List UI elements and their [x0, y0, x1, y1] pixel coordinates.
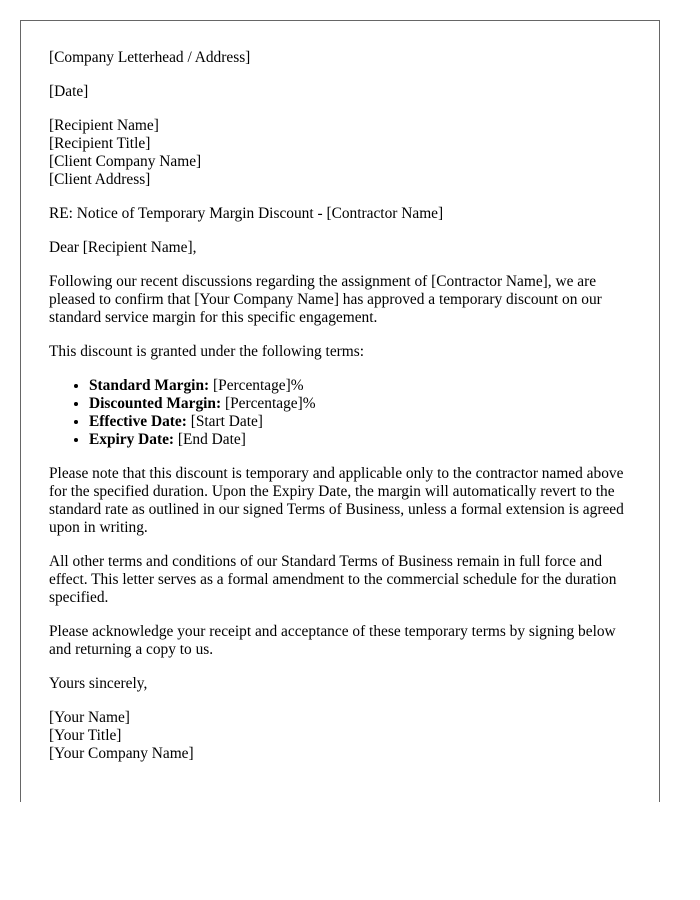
term-label: Standard Margin: [89, 377, 210, 394]
term-item-standard-margin [89, 377, 639, 395]
recipient-block [49, 117, 639, 189]
closing: Yours sincerely, [49, 675, 148, 692]
term-label: Expiry Date: [89, 431, 175, 448]
term-value: [End Date] [174, 431, 246, 448]
letterhead: [Company Letterhead / Address] [49, 49, 251, 66]
term-value: [Percentage]% [209, 377, 304, 394]
signature-name: [Your Name] [49, 709, 130, 726]
term-value: [Start Date] [186, 413, 263, 430]
paragraph-terms-amendment: All other terms and conditions of our Standard Terms of Business remain in full force and effect. This letter serves as a formal amendment to the commercial schedule for the duration specified. [49, 553, 617, 606]
signature-title: [Your Title] [49, 727, 122, 744]
terms-list [49, 377, 639, 449]
terms-intro: This discount is granted under the following terms: [49, 343, 365, 360]
paragraph-intro: Following our recent discussions regarding the assignment of [Contractor Name], we are pleased to confirm that [Your Company Name] has approved a temporary discount on our standard service margin for this specific engagement. [49, 273, 602, 326]
term-item-discounted-margin [89, 395, 639, 413]
term-label: Effective Date: [89, 413, 187, 430]
letter-page [20, 20, 660, 802]
recipient-address: [Client Address] [49, 171, 151, 188]
signature-company: [Your Company Name] [49, 745, 194, 762]
recipient-name: [Recipient Name] [49, 117, 159, 134]
paragraph-expiry-note: Please note that this discount is temporary and applicable only to the contractor named above for the specified duration. Upon the Expiry Date, the margin will automatically revert to the standard rate as outlined in our signed Terms of Business, unless a formal extension is agreed upon in writing. [49, 465, 624, 536]
term-label: Discounted Margin: [89, 395, 222, 412]
term-item-expiry-date [89, 431, 639, 449]
letter-body [49, 49, 639, 763]
recipient-company: [Client Company Name] [49, 153, 202, 170]
term-value: [Percentage]% [221, 395, 316, 412]
signature-block [49, 709, 639, 763]
term-item-effective-date [89, 413, 639, 431]
subject-line: RE: Notice of Temporary Margin Discount - [Contractor Name] [49, 205, 444, 222]
letter-date: [Date] [49, 83, 89, 100]
paragraph-acknowledge: Please acknowledge your receipt and acceptance of these temporary terms by signing below and returning a copy to us. [49, 623, 616, 658]
recipient-title: [Recipient Title] [49, 135, 151, 152]
salutation: Dear [Recipient Name], [49, 239, 197, 256]
